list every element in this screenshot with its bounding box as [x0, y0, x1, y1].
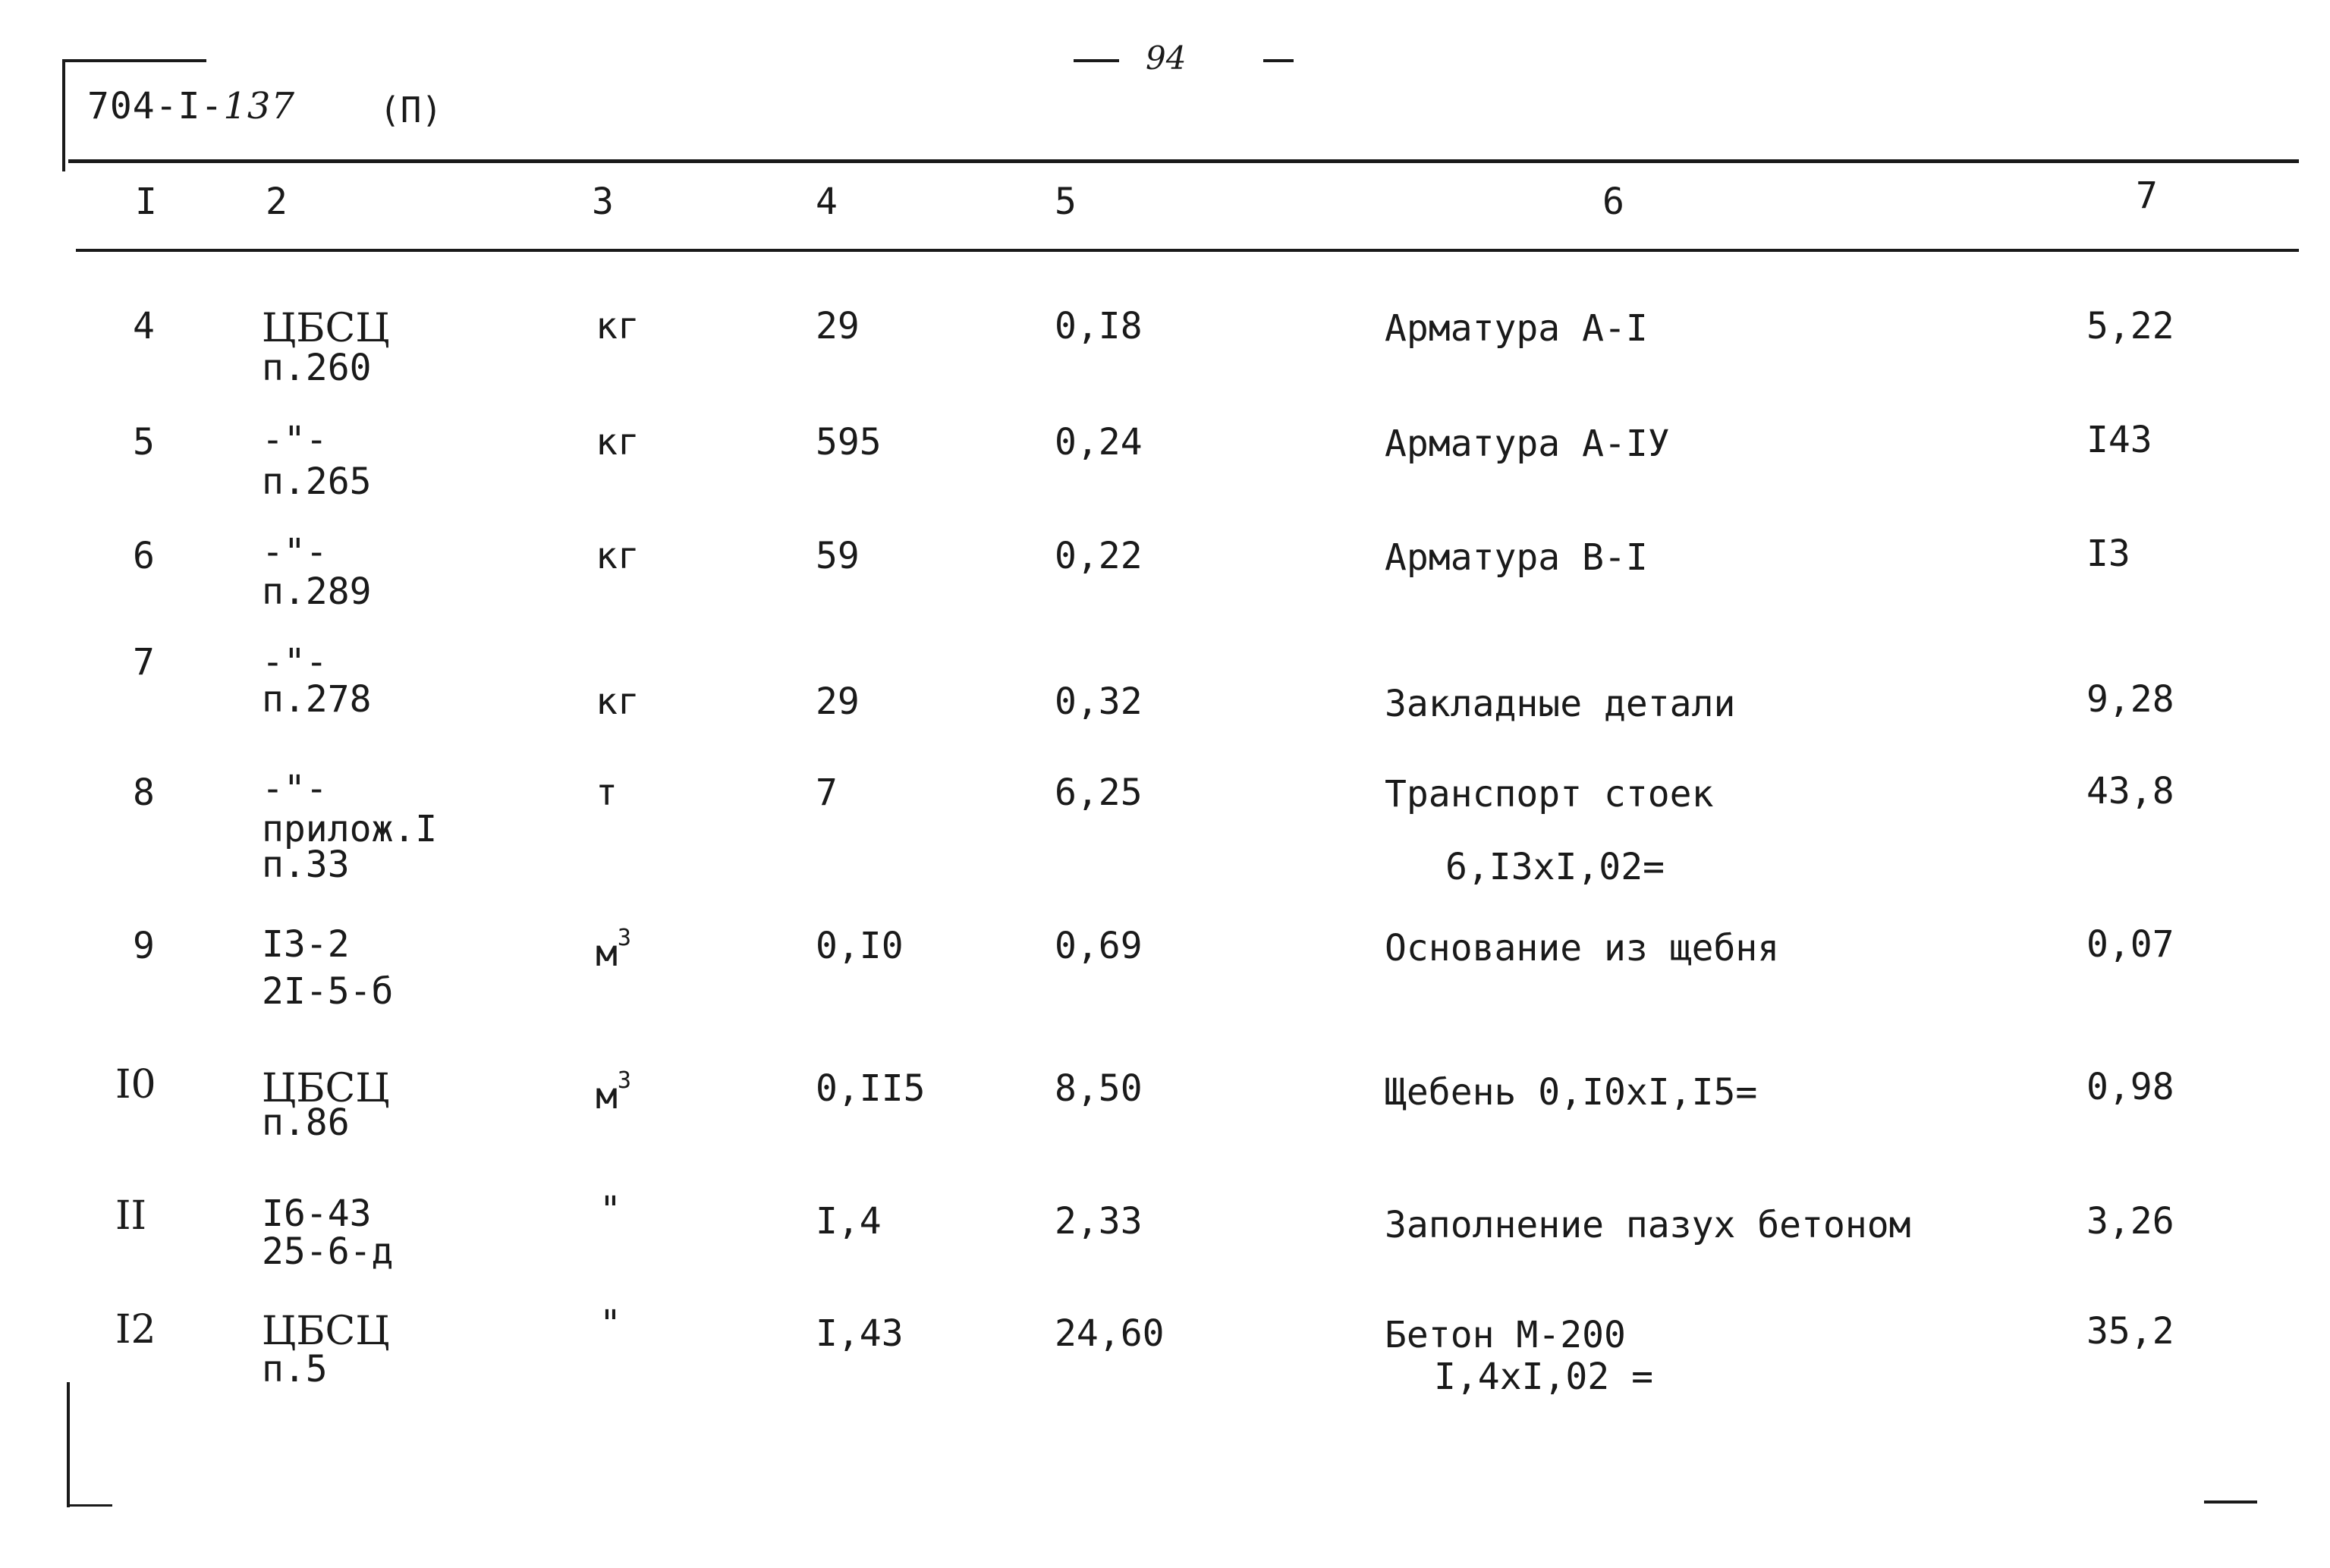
total: 0,98 [2086, 1066, 2174, 1108]
column-header-7: 7 [2136, 174, 2158, 217]
column-header-3: 3 [592, 181, 614, 223]
source-reference-item: п.289 [262, 570, 372, 613]
unit-price: 8,50 [1055, 1067, 1143, 1110]
frame-left-edge [62, 59, 65, 171]
unit-price: 6,25 [1055, 771, 1143, 814]
description-calculation: I,4xI,02 = [1434, 1356, 1653, 1398]
page-number-dash-right [1263, 59, 1294, 62]
page-number-dash-left [1074, 59, 1119, 62]
source-reference: ЦБСЦ [262, 306, 390, 351]
total: I43 [2086, 419, 2152, 461]
document-suffix: (П) [379, 90, 443, 130]
quantity: 59 [816, 535, 860, 577]
description-calculation: 6,I3xI,02= [1445, 846, 1665, 888]
total: 5,22 [2086, 305, 2174, 347]
total: 43,8 [2086, 770, 2174, 812]
quantity: 29 [816, 305, 860, 347]
unit: " [599, 1302, 621, 1345]
unit-price: 0,69 [1055, 925, 1143, 967]
description: Щебень 0,I0xI,I5= [1385, 1071, 1758, 1114]
source-reference: -"- [262, 419, 328, 461]
source-reference: ЦБСЦ [262, 1066, 390, 1111]
quantity: I,43 [816, 1312, 904, 1355]
quantity: 29 [816, 680, 860, 723]
row-number: 7 [133, 641, 155, 683]
unit-price: 0,I8 [1055, 305, 1143, 347]
source-reference-item: прилож.I [262, 808, 438, 850]
document-code [87, 85, 295, 127]
source-reference: I6-43 [262, 1192, 372, 1235]
document-code-number: 137 [223, 85, 296, 127]
page-number: 94 [1146, 39, 1187, 77]
row-number: 6 [133, 535, 155, 577]
description: Арматура А-IУ [1385, 423, 1670, 465]
quantity: 0,II5 [816, 1067, 926, 1110]
row-number: 4 [133, 305, 155, 347]
source-reference-subitem: п.33 [262, 844, 350, 886]
unit-price: 24,60 [1055, 1312, 1165, 1355]
unit-price: 0,24 [1055, 421, 1143, 463]
source-reference-item: п.5 [262, 1348, 328, 1390]
row-number: 8 [133, 771, 155, 814]
unit-price: 0,22 [1055, 535, 1143, 577]
row-number: 5 [133, 421, 155, 463]
description: Бетон М-200 [1385, 1314, 1626, 1356]
row-number: I2 [115, 1307, 156, 1353]
column-header-6: 6 [1602, 181, 1624, 223]
unit-price: 0,32 [1055, 680, 1143, 723]
description: Арматура В-I [1385, 536, 1648, 579]
source-reference-item: 2I-5-б [262, 970, 394, 1013]
source-reference-item: п.260 [262, 347, 372, 389]
unit-price: 2,33 [1055, 1200, 1143, 1243]
quantity: 595 [816, 421, 882, 463]
source-reference: -"- [262, 531, 328, 573]
row-number: 9 [133, 925, 155, 967]
source-reference-item: п.278 [262, 678, 372, 721]
source-reference-item: 25-6-д [262, 1230, 394, 1273]
unit [596, 927, 631, 973]
row-number: I0 [115, 1062, 156, 1108]
total: 3,26 [2086, 1200, 2174, 1243]
description: Основание из щебня [1385, 927, 1780, 969]
source-reference: -"- [262, 641, 328, 683]
unit-exponent: 3 [617, 1067, 631, 1094]
column-header-1: I [135, 181, 157, 223]
unit: кг [596, 305, 640, 347]
unit: " [599, 1189, 621, 1231]
quantity: 7 [816, 771, 838, 814]
unit: т [596, 771, 618, 814]
total: 0,07 [2086, 923, 2174, 966]
total: I3 [2086, 533, 2130, 575]
description: Заполнение пазух бетоном [1385, 1204, 1911, 1246]
quantity: I,4 [816, 1200, 882, 1243]
frame-bottom-right-stub [2204, 1500, 2257, 1504]
unit-text: м [596, 1075, 618, 1117]
header-rule-top [68, 159, 2299, 163]
source-reference: ЦБСЦ [262, 1309, 390, 1354]
column-header-5: 5 [1055, 181, 1077, 223]
frame-bottom-left-stub [67, 1504, 112, 1507]
frame-top-stub [62, 59, 206, 62]
unit [596, 1067, 631, 1117]
total: 35,2 [2086, 1310, 2174, 1353]
total: 9,28 [2086, 678, 2174, 721]
row-number: II [115, 1193, 147, 1239]
source-reference: -"- [262, 768, 328, 810]
source-reference-item: п.86 [262, 1101, 350, 1144]
document-code-prefix: 704-I- [87, 85, 224, 127]
frame-bottom-left-edge [67, 1382, 70, 1507]
description: Арматура А-I [1385, 307, 1648, 350]
unit-exponent: 3 [617, 925, 631, 951]
unit-text: м [596, 932, 618, 975]
column-header-2: 2 [266, 181, 288, 223]
header-rule-bottom [76, 249, 2299, 252]
unit: кг [596, 421, 640, 463]
unit: кг [596, 535, 640, 577]
unit: кг [596, 680, 640, 723]
source-reference: I3-2 [262, 923, 350, 966]
description: Закладные детали [1385, 683, 1736, 725]
source-reference-item: п.265 [262, 460, 372, 503]
description: Транспорт стоек [1385, 773, 1714, 815]
quantity: 0,I0 [816, 925, 904, 967]
column-header-4: 4 [816, 181, 838, 223]
